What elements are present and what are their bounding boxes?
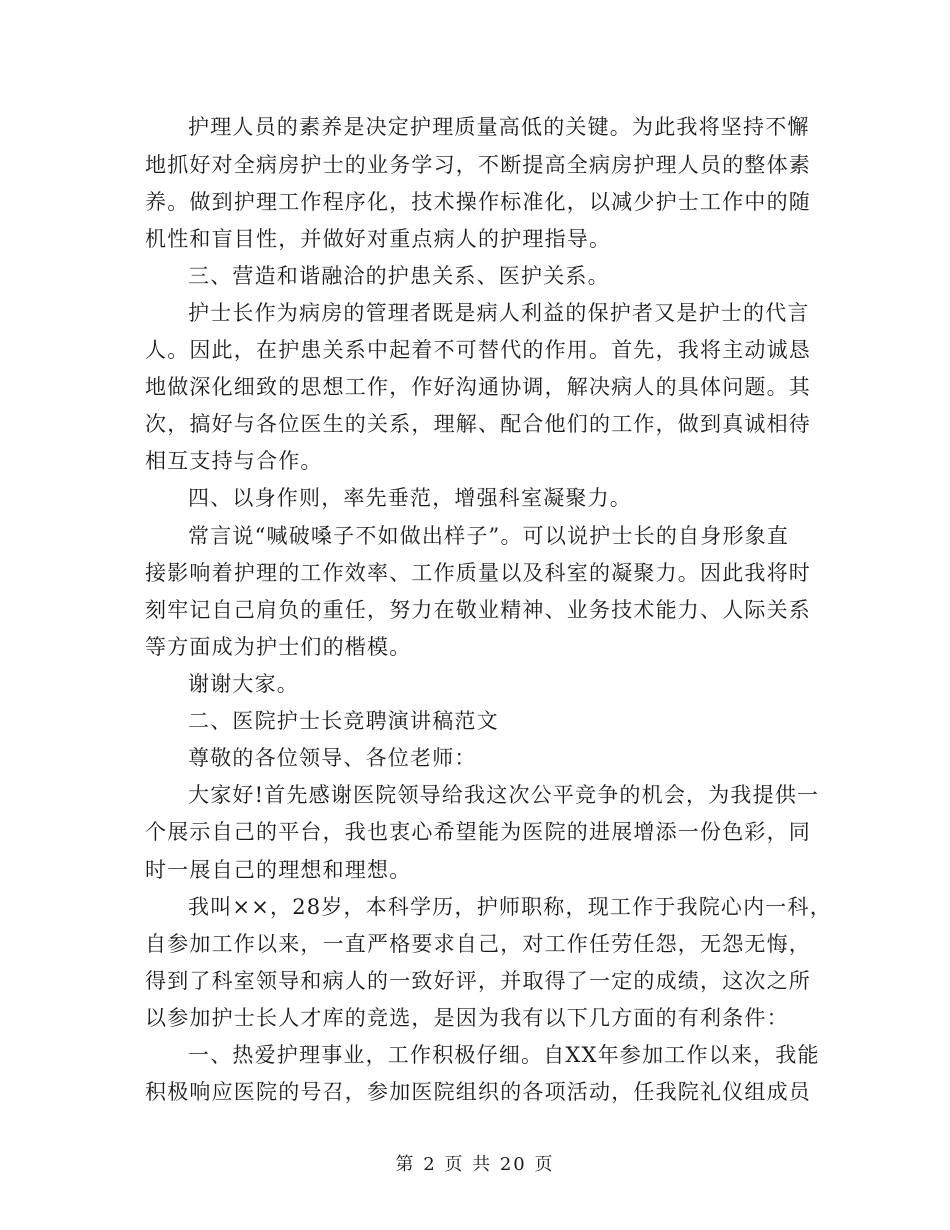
- paragraph-line: 护理人员的素养是决定护理质量高低的关键。为此我将坚持不懈: [188, 115, 810, 139]
- paragraph-line: 自参加工作以来，一直严格要求自己，对工作任劳任怨，无怨无悔，: [145, 932, 811, 956]
- paragraph-line: 次，搞好与各位医生的关系，理解、配合他们的工作，做到真诚相待: [145, 412, 811, 436]
- paragraph-line: 地抓好对全病房护士的业务学习，不断提高全病房护理人员的整体素: [145, 153, 811, 177]
- paragraph-line: 时一展自己的理想和理想。: [145, 858, 412, 882]
- section-heading: 四、以身作则，率先垂范，增强科室凝聚力。: [188, 486, 632, 510]
- paragraph-line: 一、热爱护理事业，工作积极仔细。自XX年参加工作以来，我能: [188, 1043, 820, 1067]
- paragraph-line: 机性和盲目性，并做好对重点病人的护理指导。: [145, 227, 612, 251]
- paragraph-line: 大家好!首先感谢医院领导给我这次公平竞争的机会，为我提供一: [188, 783, 820, 807]
- page-number-footer: 第 2 页 共 20 页: [395, 1154, 555, 1175]
- paragraph-line: 以参加护士长人才库的竞选，是因为我有以下几方面的有利条件：: [145, 1006, 789, 1030]
- paragraph-line: 人。因此，在护患关系中起着不可替代的作用。首先，我将主动诚恳: [145, 338, 811, 362]
- paragraph-line: 接影响着护理的工作效率、工作质量以及科室的凝聚力。因此我将时: [145, 561, 811, 585]
- paragraph-line: 护士长作为病房的管理者既是病人利益的保护者又是护士的代言: [188, 301, 810, 325]
- paragraph-line: 地做深化细致的思想工作，作好沟通协调，解决病人的具体问题。其: [145, 375, 811, 399]
- paragraph-line: 谢谢大家。: [188, 672, 299, 696]
- paragraph-line: 我叫××，28岁，本科学历，护师职称，现工作于我院心内一科，: [188, 895, 832, 919]
- paragraph-line: 个展示自己的平台，我也衷心希望能为医院的进展增添一份色彩，同: [145, 820, 811, 844]
- paragraph-line: 积极响应医院的号召，参加医院组织的各项活动，任我院礼仪组成员: [145, 1080, 811, 1104]
- paragraph-line: 等方面成为护士们的楷模。: [145, 635, 412, 659]
- section-heading: 二、医院护士长竞聘演讲稿范文: [188, 709, 499, 733]
- section-heading: 三、营造和谐融洽的护患关系、医护关系。: [188, 264, 610, 288]
- paragraph-line: 刻牢记自己肩负的重任，努力在敬业精神、业务技术能力、人际关系: [145, 598, 811, 622]
- paragraph-line: 得到了科室领导和病人的一致好评，并取得了一定的成绩，这次之所: [145, 969, 811, 993]
- paragraph-line: 相互支持与合作。: [145, 449, 323, 473]
- paragraph-line: 常言说“喊破嗓子不如做出样子”。可以说护士长的自身形象直: [188, 524, 790, 548]
- salutation: 尊敬的各位领导、各位老师：: [188, 746, 477, 770]
- paragraph-line: 养。做到护理工作程序化，技术操作标准化，以减少护士工作中的随: [145, 190, 811, 214]
